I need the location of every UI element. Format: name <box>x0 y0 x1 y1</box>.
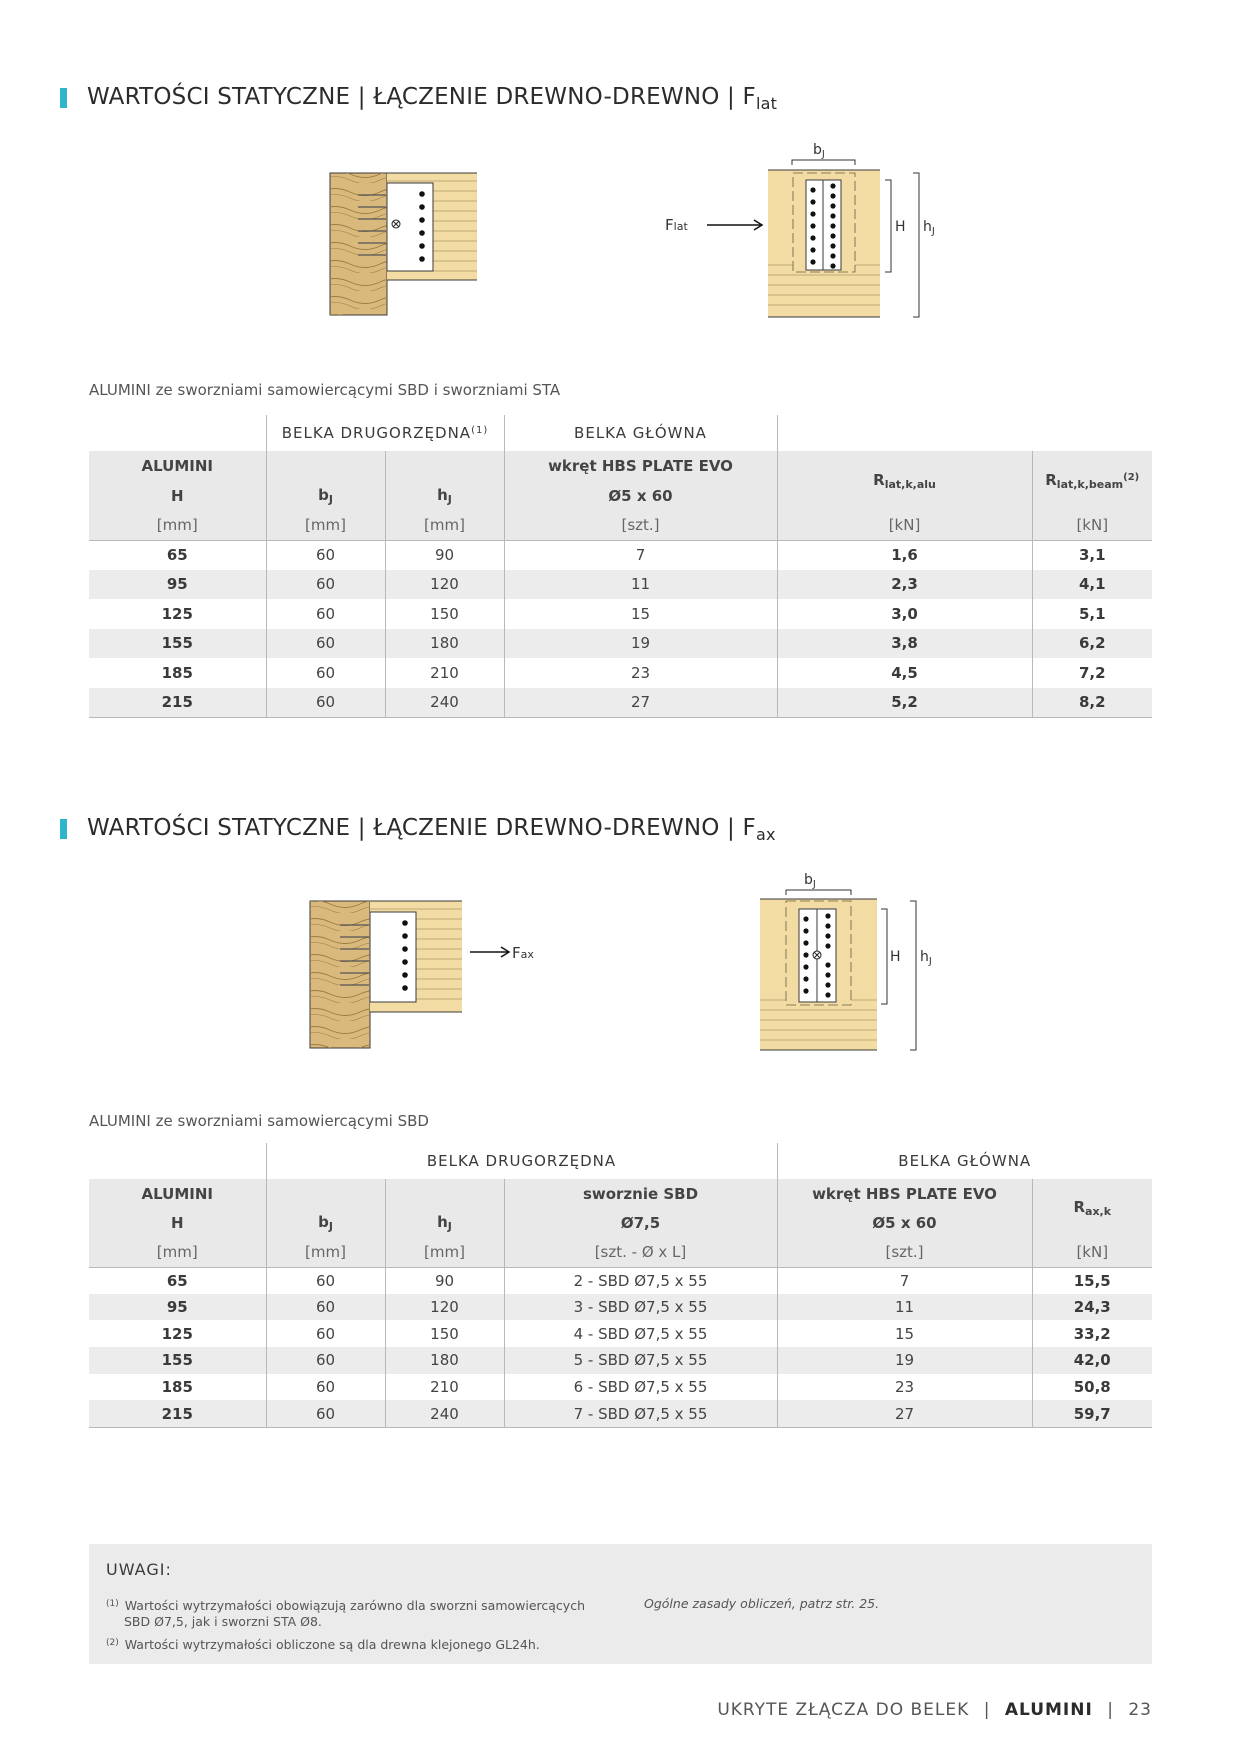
cell-hj: 180 <box>385 629 504 659</box>
cell-hj: 240 <box>385 1400 504 1427</box>
cell-hj: 90 <box>385 1267 504 1294</box>
cell-H: 185 <box>161 1378 193 1397</box>
cell-sbd: 4 - SBD Ø7,5 x 55 <box>504 1320 777 1347</box>
cell-H: 155 <box>89 629 266 659</box>
unit-cell: [mm] <box>89 511 266 540</box>
cell-bj: 60 <box>266 599 385 629</box>
cell-H: 185 <box>161 663 193 682</box>
svg-text:hJ <box>920 949 932 967</box>
section1-bj-label: b <box>813 142 822 158</box>
cell-hj: 210 <box>385 658 504 688</box>
cell-hj: 210 <box>385 1374 504 1401</box>
unit-cell: [kN] <box>1032 511 1152 540</box>
cell-screws: 11 <box>777 1294 1032 1321</box>
col-header-sbd-line2: Ø7,5 <box>504 1209 777 1237</box>
cell-r-ax: 59,7 <box>1032 1400 1152 1427</box>
table-row <box>89 629 1152 659</box>
cell-screws: 19 <box>777 1347 1032 1374</box>
section1-group-secondary <box>266 415 504 451</box>
section2-title <box>60 815 776 843</box>
section1-hj-label: h <box>923 219 932 235</box>
section1-group-secondary-label: BELKA DRUGORZĘDNA <box>281 424 472 442</box>
cell-r-beam: 4,1 <box>1032 570 1152 600</box>
cell-H: 125 <box>161 1324 193 1343</box>
cell-r-beam: 7,2 <box>1032 658 1152 688</box>
section2-title-sub: ax <box>755 824 776 844</box>
section2-force-sub: ax <box>520 948 534 961</box>
table-row <box>89 688 1152 718</box>
cell-r-alu: 3,8 <box>777 629 1032 659</box>
table-row <box>89 599 1152 629</box>
cell-H: 95 <box>89 1294 266 1321</box>
svg-text:Flat <box>665 216 688 234</box>
notes-box <box>89 1544 1152 1664</box>
section2-title-main: WARTOŚCI STATYCZNE | ŁĄCZENIE DREWNO-DREWNO | F <box>87 814 756 841</box>
footer-separator: | <box>983 1700 991 1720</box>
col-header-alumini: ALUMINI <box>89 1179 266 1209</box>
cell-bj: 60 <box>266 629 385 659</box>
col-header-sbd-line1: sworznie SBD <box>504 1179 777 1209</box>
note-2 <box>106 1635 616 1653</box>
section2-hj-label: h <box>920 949 929 965</box>
section1-H-label: H <box>895 219 906 235</box>
section2-caption: ALUMINI ze sworzniami samowiercącymi SBD <box>89 1112 429 1130</box>
section1-group-secondary-sup: (1) <box>471 425 489 436</box>
page-footer <box>717 1700 1152 1720</box>
svg-text:bJ <box>804 872 816 890</box>
section2-bj-label: b <box>804 872 813 888</box>
cell-bj: 60 <box>266 540 385 570</box>
footer-product: ALUMINI <box>1004 1700 1093 1720</box>
cell-hj: 180 <box>385 1347 504 1374</box>
cell-H: 215 <box>89 688 266 718</box>
section1-title-main: WARTOŚCI STATYCZNE | ŁĄCZENIE DREWNO-DREWNO | F <box>87 83 756 110</box>
cell-bj: 60 <box>266 1374 385 1401</box>
cell-r-alu: 5,2 <box>777 688 1032 718</box>
col-header-r-beam: $R_{lat,k,beam}^{(2)}$ <box>1032 451 1152 511</box>
cell-r-alu: 3,0 <box>777 599 1032 629</box>
footer-separator: | <box>1107 1700 1114 1720</box>
section1-hj-sub: J <box>931 226 935 237</box>
table-row <box>89 1374 1152 1401</box>
col-header-screw-line1: wkręt HBS PLATE EVO <box>777 1179 1032 1209</box>
note-1-line2: SBD Ø7,5, jak i sworzni STA Ø8. <box>124 1614 322 1629</box>
cell-sbd: 7 - SBD Ø7,5 x 55 <box>504 1400 777 1427</box>
col-header-bj: $b_J$ <box>266 1209 385 1237</box>
table-row <box>89 1400 1152 1427</box>
cell-H: 95 <box>89 570 266 600</box>
section1-table <box>89 415 1152 718</box>
cell-bj: 60 <box>266 1347 385 1374</box>
cell-r-alu: 2,3 <box>777 570 1032 600</box>
unit-cell: [mm] <box>385 511 504 540</box>
title-accent-bar <box>60 88 67 108</box>
cell-sbd: 6 - SBD Ø7,5 x 55 <box>504 1374 777 1401</box>
section1-title <box>60 84 777 112</box>
col-header-hj: $h_J$ <box>385 1209 504 1237</box>
col-header-screw-line1: wkręt HBS PLATE EVO <box>504 451 777 481</box>
cell-screws: 15 <box>777 1320 1032 1347</box>
cell-r-beam: 3,1 <box>1032 540 1152 570</box>
unit-cell: [mm] <box>266 1237 385 1267</box>
table-row <box>89 1347 1152 1374</box>
section1-group-row <box>89 415 1152 451</box>
cell-r-ax: 42,0 <box>1032 1347 1152 1374</box>
svg-text:bJ <box>813 142 825 160</box>
cell-bj: 60 <box>266 1400 385 1427</box>
cell-bj: 60 <box>266 1294 385 1321</box>
cell-hj: 150 <box>385 599 504 629</box>
col-header-r-alu: $R_{lat,k,alu}$ <box>777 451 1032 511</box>
unit-cell: [mm] <box>266 511 385 540</box>
cell-hj: 90 <box>385 540 504 570</box>
cell-r-ax: 24,3 <box>1032 1294 1152 1321</box>
unit-cell: [mm] <box>89 1237 266 1267</box>
cell-bj: 60 <box>266 658 385 688</box>
section2-hj-sub: J <box>928 956 932 967</box>
col-header-alumini: ALUMINI <box>89 451 266 481</box>
col-header-r-ax: $R_{ax,k}$ <box>1032 1179 1152 1237</box>
unit-cell: [szt. - Ø x L] <box>504 1237 777 1267</box>
table-row <box>89 1294 1152 1321</box>
cell-screws: 11 <box>504 570 777 600</box>
svg-text:Fax <box>512 944 534 962</box>
cell-hj: 120 <box>385 570 504 600</box>
section2-bj-sub: J <box>812 879 816 890</box>
cell-r-alu: 1,6 <box>777 540 1032 570</box>
cell-screws: 7 <box>777 1267 1032 1294</box>
cell-sbd: 2 - SBD Ø7,5 x 55 <box>504 1267 777 1294</box>
table-row <box>89 1320 1152 1347</box>
cell-r-beam: 5,1 <box>1032 599 1152 629</box>
col-header-hj: $h_J$ <box>385 481 504 511</box>
col-header-screw-line2: Ø5 x 60 <box>504 481 777 511</box>
table-row <box>89 570 1152 600</box>
cell-H: 65 <box>166 546 188 564</box>
table-row <box>89 1267 1152 1294</box>
cell-r-ax: 50,8 <box>1032 1374 1152 1401</box>
note-1-mark: (1) <box>106 1599 119 1609</box>
page-number: 23 <box>1128 1700 1152 1720</box>
cell-sbd: 5 - SBD Ø7,5 x 55 <box>504 1347 777 1374</box>
section2-table <box>89 1143 1152 1428</box>
cell-r-ax: 33,2 <box>1032 1320 1152 1347</box>
section1-group-main: BELKA GŁÓWNA <box>504 415 777 451</box>
cell-hj: 120 <box>385 1294 504 1321</box>
unit-cell: [kN] <box>777 511 1032 540</box>
note-1 <box>106 1596 616 1630</box>
cell-bj: 60 <box>266 1267 385 1294</box>
title-accent-bar <box>60 819 67 839</box>
col-header-H: H <box>89 481 266 511</box>
col-header-bj: $b_J$ <box>266 481 385 511</box>
cell-screws: 27 <box>504 688 777 718</box>
cell-screws: 15 <box>504 599 777 629</box>
cell-sbd: 3 - SBD Ø7,5 x 55 <box>504 1294 777 1321</box>
unit-cell: [szt.] <box>777 1237 1032 1267</box>
col-header-screw-line2: Ø5 x 60 <box>777 1209 1032 1237</box>
cell-r-beam: 6,2 <box>1032 629 1152 659</box>
unit-cell: [kN] <box>1032 1237 1152 1267</box>
note-2-mark: (2) <box>106 1638 119 1648</box>
cell-bj: 60 <box>266 1320 385 1347</box>
cell-H: 65 <box>166 1271 188 1290</box>
unit-cell: [mm] <box>385 1237 504 1267</box>
table-row <box>89 658 1152 688</box>
note-1-line1: Wartości wytrzymałości obowiązują zarówno dla sworzni samowiercących <box>124 1598 585 1613</box>
note-2-text: Wartości wytrzymałości obliczone są dla drewna klejonego GL24h. <box>124 1637 540 1652</box>
section2-group-secondary: BELKA DRUGORZĘDNA <box>266 1143 777 1179</box>
cell-screws: 7 <box>504 540 777 570</box>
section1-side-view-diagram <box>320 165 480 320</box>
section1-caption: ALUMINI ze sworzniami samowiercącymi SBD i sworzniami STA <box>89 381 561 399</box>
table-row <box>89 540 1152 570</box>
cell-r-alu: 4,5 <box>777 658 1032 688</box>
cell-r-beam: 8,2 <box>1032 688 1152 718</box>
cell-H: 215 <box>89 1400 266 1427</box>
col-header-H: H <box>89 1209 266 1237</box>
section2-H-label: H <box>890 949 901 965</box>
cell-bj: 60 <box>266 570 385 600</box>
cell-screws: 27 <box>777 1400 1032 1427</box>
section1-force-label: F <box>665 216 674 234</box>
section1-force-sub: lat <box>673 220 688 233</box>
cell-screws: 19 <box>504 629 777 659</box>
cell-screws: 23 <box>504 658 777 688</box>
cell-H: 125 <box>161 604 193 623</box>
section2-side-view-diagram <box>300 895 560 1055</box>
unit-cell: [szt.] <box>504 511 777 540</box>
footer-section: UKRYTE ZŁĄCZA DO BELEK <box>717 1700 970 1720</box>
section2-group-main: BELKA GŁÓWNA <box>777 1143 1152 1179</box>
note-general: Ogólne zasady obliczeń, patrz str. 25. <box>644 1596 880 1611</box>
section2-front-view-diagram <box>750 865 950 1055</box>
notes-title: UWAGI: <box>106 1560 172 1579</box>
section1-title-sub: lat <box>755 93 778 113</box>
section2-force-label: F <box>512 944 521 962</box>
section1-front-view-diagram <box>665 135 955 320</box>
cell-hj: 240 <box>385 688 504 718</box>
cell-bj: 60 <box>266 688 385 718</box>
cell-r-ax: 15,5 <box>1032 1267 1152 1294</box>
cell-hj: 150 <box>385 1320 504 1347</box>
section1-bj-sub: J <box>821 149 825 160</box>
cell-H: 155 <box>89 1347 266 1374</box>
cell-screws: 23 <box>777 1374 1032 1401</box>
svg-text:hJ <box>923 219 935 237</box>
